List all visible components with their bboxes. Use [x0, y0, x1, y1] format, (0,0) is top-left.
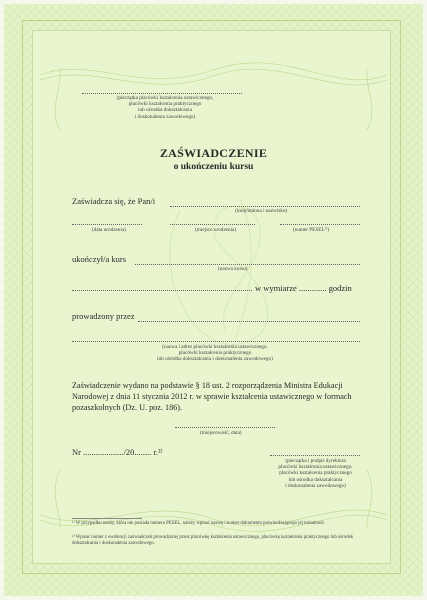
birth-place-caption: (miejsce urodzenia) [195, 227, 237, 233]
birth-place-field[interactable] [170, 224, 255, 225]
organizer-caption-line: lub ośrodka dokształcania i doskonalenia zawodowego) [157, 356, 273, 363]
stamp-dotted-line [82, 93, 242, 94]
hours-label: w wymiarze ............. godzin [255, 283, 352, 293]
completed-label: ukończył/a kurs [72, 254, 127, 264]
certificate-number: Nr .................../20........ r.²⁾ [72, 447, 163, 457]
header-stamp-caption [100, 95, 230, 120]
signature-caption-line: i doskonalenia zawodowego) [285, 482, 346, 489]
course-name-caption: (nazwa kursu) [218, 266, 248, 272]
name-caption: (imię/imiona i nazwisko) [235, 208, 288, 214]
organizer-caption-line: (nazwa i adres placówki kształcenia ustawicznego, [162, 344, 268, 350]
stamp-line: placówki kształcenia praktycznego [128, 101, 202, 108]
organizer-field[interactable] [138, 321, 360, 322]
organizer-caption [135, 344, 295, 363]
pesel-caption: (numer PESEL¹⁾) [293, 227, 330, 233]
signature-field[interactable] [270, 455, 360, 456]
footnote-separator [72, 518, 142, 519]
course-name-field-2[interactable] [72, 290, 252, 291]
stamp-line: (pieczątka placówki kształcenia ustawicznego, [116, 95, 214, 101]
stamp-line: i doskonalenia zawodowego) [134, 113, 196, 120]
footnote-2: ²⁾ Wpisać numer z ewidencji zaświadczeń prowadzonej przez placówkę kształcenia ustawicznego, placówkę kształcenia praktycznego lub ośrodek dokształcania i doskonalenia zawodowego. [72, 535, 354, 546]
place-date-caption: (miejscowość, data) [200, 430, 242, 436]
pesel-field[interactable] [280, 224, 360, 225]
stamp-line: lub ośrodka dokształcania [138, 107, 192, 114]
certify-label: Zaświadcza się, że Pan/i [72, 196, 156, 206]
place-date-field[interactable] [175, 427, 275, 428]
footnote-1: ¹⁾ W przypadku osoby, która nie posiada numeru PESEL, należy wpisać nazwę i numer dokumentu potwierdzającego jej tożsamość. [72, 521, 326, 526]
signature-caption [268, 458, 363, 489]
document-title: ZAŚWIADCZENIE [159, 146, 268, 160]
birth-date-field[interactable] [72, 224, 142, 225]
document-subtitle: o ukończeniu kursu [173, 162, 254, 172]
organized-label: prowadzony przez [72, 311, 135, 321]
course-name-field[interactable] [135, 264, 360, 265]
signature-caption-line: placówki kształcenia praktycznego [279, 470, 352, 477]
organizer-caption-line: placówki kształcenia praktycznego [178, 350, 252, 357]
signature-caption-line: (pieczątka i podpis dyrektora [285, 458, 346, 464]
organizer-field-2[interactable] [72, 341, 360, 342]
legal-basis-text: Zaświadczenie wydano na podstawie § 18 ust. 2 rozporządzenia Ministra Edukacji Narodowej z dnia 11 stycznia 2012 r. w sprawie kształcenia ustawicznego w formach pozaszkolnych (Dz. U. poz. 186). [72, 381, 352, 412]
name-field[interactable] [170, 206, 360, 207]
signature-caption-line: lub ośrodka dokształcania [288, 476, 343, 483]
signature-caption-line: placówki kształcenia ustawicznego, [278, 464, 353, 471]
birth-date-caption: (data urodzenia) [92, 227, 126, 233]
